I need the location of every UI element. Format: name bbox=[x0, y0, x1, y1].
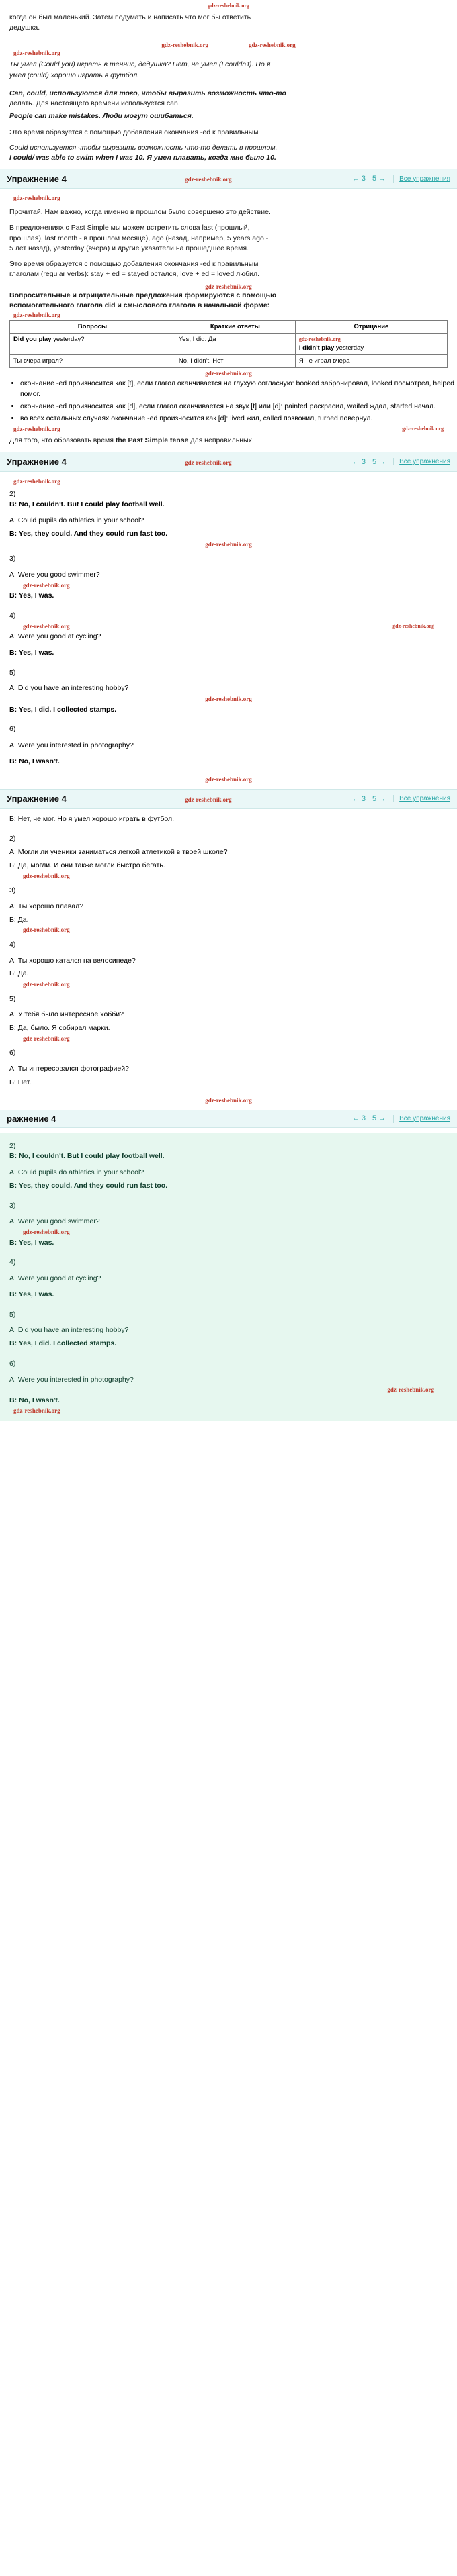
question-line: А: Ты хорошо катался на велосипеде? bbox=[9, 956, 136, 965]
question-line: А: Ты хорошо плавал? bbox=[9, 902, 84, 910]
watermark-row bbox=[0, 425, 457, 433]
answer-number: 5) bbox=[9, 994, 16, 1003]
answer-line: Б: Да. bbox=[9, 915, 29, 924]
watermark: gdz-reshebnik.org bbox=[13, 477, 60, 485]
next-exercise-label: 5 bbox=[372, 1114, 377, 1123]
question-line: A: Did you have an interesting hobby? bbox=[9, 684, 129, 693]
exercise-header-bar-4 bbox=[0, 1110, 457, 1128]
watermark: gdz-reshebnik.org bbox=[208, 3, 249, 9]
next-exercise-label: 5 bbox=[372, 794, 377, 803]
sample-sentence-1: Ты умел (Could you) играть в теннис, дедушка? Нет, не умел (I couldn't). Но я bbox=[9, 60, 271, 69]
col-negation: Отрицание bbox=[295, 320, 447, 333]
exercise-header-bar-2 bbox=[0, 452, 457, 472]
answer-line: Б: Нет, не мог. Но я умел хорошо играть в футбол. bbox=[9, 814, 175, 823]
answer-line: Б: Да, было. Я собирал марки. bbox=[9, 1024, 110, 1033]
watermark-row bbox=[0, 311, 457, 319]
prev-exercise-button[interactable] bbox=[350, 457, 368, 467]
answer-number: 6) bbox=[9, 1359, 16, 1368]
chevron-right-icon: → bbox=[378, 175, 386, 183]
exercise-nav bbox=[350, 1114, 450, 1123]
task-line-1: Прочитай. Нам важно, когда именно в прошлом было совершено это действие. bbox=[9, 208, 271, 217]
watermark-row bbox=[0, 775, 457, 783]
answer-line: B: No, I wasn't. bbox=[9, 757, 60, 765]
answers-russian bbox=[0, 814, 457, 1088]
watermark: gdz-reshebnik.org bbox=[185, 176, 232, 183]
answer-line: B: Yes, I was. bbox=[9, 1238, 54, 1247]
exercise-header-bar bbox=[0, 169, 457, 189]
watermark: gdz-reshebnik.org bbox=[205, 775, 252, 783]
rule-example-2: I could/ was able to swim when I was 10. Я умел плавать, когда мне было 10. bbox=[9, 153, 276, 162]
chevron-right-icon: → bbox=[378, 794, 386, 803]
question-line: A: Could pupils do athletics in your school? bbox=[9, 516, 144, 525]
rule-line-2: делать. Для настоящего времени используется can. bbox=[9, 99, 180, 108]
answer-number: 4) bbox=[9, 940, 16, 949]
negation-rest: yesterday bbox=[334, 344, 364, 352]
watermark-row bbox=[0, 369, 457, 377]
question-line: A: Did you have an interesting hobby? bbox=[9, 1326, 129, 1335]
rule-emphasis: Can, could, используются для того, чтобы выразить возможность что-то bbox=[9, 89, 286, 97]
watermark-row bbox=[0, 1096, 457, 1104]
intro-line-1: когда он был маленький. Затем подумать и написать что мог бы ответить bbox=[9, 13, 251, 21]
rule-line-4: Could используется чтобы выразить возможность что-то делать в прошлом. bbox=[9, 143, 278, 152]
watermark-row bbox=[0, 1406, 457, 1415]
rule-line-1 bbox=[0, 89, 457, 99]
exercise-header-bar-3 bbox=[0, 789, 457, 809]
rule-example-1: People can make mistakes. Люди могут ошибаться. bbox=[9, 112, 194, 121]
next-exercise-button[interactable] bbox=[370, 174, 388, 183]
page-title: ражнение 4 bbox=[7, 1113, 56, 1124]
answer-number: 2) bbox=[9, 489, 16, 498]
answer-line: B: Yes, I did. I collected stamps. bbox=[9, 1339, 117, 1348]
chevron-left-icon: ← bbox=[351, 1114, 360, 1123]
watermark-row bbox=[0, 477, 457, 485]
col-short-answers: Краткие ответы bbox=[175, 320, 295, 333]
answer-number: 6) bbox=[9, 725, 16, 734]
exercise-nav bbox=[350, 794, 450, 804]
answer-number: 3) bbox=[9, 886, 16, 895]
watermark-row bbox=[9, 694, 448, 705]
watermark: gdz-reshebnik.org bbox=[23, 622, 70, 630]
list-item: • окончание -ed произносится как [t], если глагол оканчивается на глухую согласную: booked забронировал, looked посмотрел, helped помог. bbox=[20, 379, 457, 400]
all-exercises-link[interactable]: Все упражнения bbox=[393, 175, 450, 183]
watermark: gdz-reshebnik.org bbox=[298, 336, 341, 343]
cell-short-answer-no: No, I didn't. Нет bbox=[175, 354, 295, 367]
answer-line: B: Yes, I was. bbox=[9, 591, 54, 600]
answer-number: 2) bbox=[9, 834, 16, 843]
next-exercise-button[interactable] bbox=[370, 1114, 388, 1123]
closing-line: Для того, что образовать время the Past Simple tense для неправильных bbox=[9, 436, 252, 445]
exercise-nav bbox=[350, 174, 450, 183]
answer-number: 5) bbox=[9, 668, 16, 677]
answer-number: 3) bbox=[9, 1201, 16, 1210]
question-line: A: Were you good at cycling? bbox=[9, 632, 101, 641]
task-line-6: глаголам (regular verbs): stay + ed = stayed остался, love + ed = loved любил. bbox=[9, 270, 260, 279]
next-exercise-label: 5 bbox=[372, 457, 377, 466]
watermark-row bbox=[0, 283, 457, 291]
rule-line-3: Это время образуется с помощью добавления окончания -ed к правильным bbox=[9, 128, 259, 136]
question-rest: yesterday? bbox=[51, 336, 85, 344]
answer-number: 3) bbox=[9, 555, 16, 563]
watermark-row bbox=[0, 41, 457, 49]
all-exercises-link[interactable]: Все упражнения bbox=[393, 458, 450, 465]
watermark: gdz-reshebnik.org bbox=[23, 1035, 70, 1042]
all-exercises-link[interactable]: Все упражнения bbox=[393, 795, 450, 802]
answer-line: B: No, I couldn't. But I could play football well. bbox=[9, 1152, 165, 1161]
watermark: gdz-reshebnik.org bbox=[205, 696, 252, 703]
question-line: A: Were you interested in photography? bbox=[9, 1375, 134, 1384]
question-line: A: Were you good at cycling? bbox=[9, 1274, 101, 1283]
watermark-row bbox=[9, 980, 448, 990]
watermark: gdz-reshebnik.org bbox=[23, 981, 70, 988]
short-answer-yes: Yes, I did. Да bbox=[178, 336, 216, 344]
watermark: gdz-reshebnik.org bbox=[13, 195, 60, 202]
prev-exercise-button[interactable] bbox=[350, 794, 368, 804]
negation-verb: I didn't play bbox=[298, 344, 335, 352]
table-row bbox=[10, 354, 448, 367]
watermark-row bbox=[9, 622, 448, 632]
cell-negation bbox=[295, 334, 447, 355]
question-line: А: У тебя было интересное хобби? bbox=[9, 1010, 124, 1019]
chevron-left-icon: ← bbox=[351, 457, 360, 466]
question-line: А: Ты интересовался фотографией? bbox=[9, 1065, 129, 1074]
intro-line-2: дедушка. bbox=[9, 23, 40, 32]
question-line: A: Could pupils do athletics in your school? bbox=[9, 1168, 144, 1177]
grammar-table bbox=[9, 320, 448, 368]
task-line-4: 5 лет назад), yesterday (вчера) и другие указатели на прошедшее время. bbox=[9, 244, 249, 252]
top-watermark-row bbox=[0, 0, 457, 13]
prev-exercise-label: 3 bbox=[361, 457, 366, 466]
answers-english bbox=[0, 489, 457, 767]
exercise-nav bbox=[350, 457, 450, 467]
page-title: Упражнение 4 bbox=[7, 794, 67, 804]
watermark: gdz-reshebnik.org bbox=[402, 426, 444, 432]
answer-number: 4) bbox=[9, 611, 16, 620]
watermark: gdz-reshebnik.org bbox=[13, 426, 60, 433]
cell-question bbox=[10, 334, 175, 355]
task-line-8: вспомогательного глагола did и смыслового глагола в начальной форме: bbox=[9, 301, 270, 309]
cell-question-ru: Ты вчера играл? bbox=[10, 354, 175, 367]
watermark: gdz-reshebnik.org bbox=[205, 540, 252, 548]
watermark: gdz-reshebnik.org bbox=[13, 311, 60, 318]
pronunciation-rules-list bbox=[0, 379, 457, 424]
sample-sentence-2: умел (could) хорошо играть в футбол. bbox=[9, 70, 140, 79]
answer-number: 6) bbox=[9, 1049, 16, 1057]
watermark: gdz-reshebnik.org bbox=[387, 1386, 434, 1394]
watermark: gdz-reshebnik.org bbox=[23, 926, 70, 934]
chevron-right-icon: → bbox=[378, 1114, 386, 1123]
watermark: gdz-reshebnik.org bbox=[205, 283, 252, 290]
watermark: gdz-reshebnik.org bbox=[23, 1229, 70, 1236]
watermark-row bbox=[9, 1385, 448, 1396]
prev-exercise-label: 3 bbox=[361, 175, 366, 183]
watermark: gdz-reshebnik.org bbox=[205, 1096, 252, 1104]
col-questions: Вопросы bbox=[10, 320, 175, 333]
next-exercise-button[interactable] bbox=[370, 794, 388, 804]
watermark: gdz-reshebnik.org bbox=[185, 796, 232, 803]
question-line: A: Were you interested in photography? bbox=[9, 741, 134, 750]
watermark-row bbox=[0, 194, 457, 202]
answer-line: B: No, I couldn't. But I could play football well. bbox=[9, 500, 165, 509]
answer-line: B: Yes, I did. I collected stamps. bbox=[9, 705, 117, 714]
watermark: gdz-reshebnik.org bbox=[392, 622, 434, 629]
prev-exercise-button[interactable] bbox=[350, 174, 368, 183]
page-title: Упражнение 4 bbox=[7, 457, 67, 467]
answer-line: B: Yes, they could. And they could run fast too. bbox=[9, 529, 168, 538]
watermark: gdz-reshebnik.org bbox=[249, 42, 296, 49]
chevron-right-icon: → bbox=[378, 457, 386, 466]
watermark-row bbox=[9, 1227, 448, 1238]
question-line: A: Were you good swimmer? bbox=[9, 1217, 100, 1226]
task-line-2: В предложениях с Past Simple мы можем встретить слова last (прошлый, bbox=[9, 224, 250, 232]
watermark: gdz-reshebnik.org bbox=[13, 1406, 60, 1414]
answer-number: 2) bbox=[9, 1141, 16, 1150]
answer-line: Б: Да, могли. И они также могли быстро бегать. bbox=[9, 861, 165, 869]
cell-short-answer bbox=[175, 334, 295, 355]
watermark: gdz-reshebnik.org bbox=[185, 459, 232, 466]
task-line-3: прошлая), last month - в прошлом месяце), ago (назад, например, 5 years ago - bbox=[9, 234, 269, 242]
watermark: gdz-reshebnik.org bbox=[205, 370, 252, 377]
watermark-row bbox=[9, 925, 448, 936]
question-line: A: Were you good swimmer? bbox=[9, 570, 100, 579]
answer-line: B: Yes, they could. And they could run fast too. bbox=[9, 1181, 168, 1190]
watermark-row bbox=[9, 1034, 448, 1045]
watermark-row bbox=[9, 871, 448, 882]
next-exercise-label: 5 bbox=[372, 175, 377, 183]
answers-english-highlighted bbox=[0, 1133, 457, 1421]
watermark: gdz-reshebnik.org bbox=[13, 50, 60, 57]
answer-line: B: No, I wasn't. bbox=[9, 1396, 60, 1404]
list-item: • во всех остальных случаях окончание -ed произносится как [d]: lived жил, called позвонил, turned повернул. bbox=[20, 414, 457, 424]
watermark: gdz-reshebnik.org bbox=[23, 872, 70, 879]
prev-exercise-label: 3 bbox=[361, 794, 366, 803]
next-exercise-button[interactable] bbox=[370, 457, 388, 467]
table-header-row bbox=[10, 320, 448, 333]
watermark-row bbox=[9, 581, 448, 591]
prev-exercise-button[interactable] bbox=[350, 1114, 368, 1123]
prev-exercise-label: 3 bbox=[361, 1114, 366, 1123]
question-line: А: Могли ли ученики заниматься легкой атлетикой в твоей школе? bbox=[9, 848, 228, 857]
list-item: • окончание -ed произносится как [d], если глагол оканчивается на звук [t] или [d]: painted раскрасил, waited ждал, started начал. bbox=[20, 401, 457, 412]
watermark-row bbox=[9, 540, 448, 551]
answer-number: 4) bbox=[9, 1258, 16, 1267]
question-verb: Did you play bbox=[13, 336, 52, 344]
watermark: gdz-reshebnik.org bbox=[23, 581, 70, 589]
all-exercises-link[interactable]: Все упражнения bbox=[393, 1115, 450, 1123]
page-title: Упражнение 4 bbox=[7, 173, 67, 184]
watermark-row bbox=[0, 49, 457, 57]
task-line-7: Вопросительные и отрицательные предложения формируются с помощью bbox=[9, 291, 277, 299]
cell-negation-ru: Я не играл вчера bbox=[295, 354, 447, 367]
answer-number: 5) bbox=[9, 1310, 16, 1319]
chevron-left-icon: ← bbox=[351, 175, 360, 183]
watermark: gdz-reshebnik.org bbox=[161, 42, 208, 49]
task-line-5: Это время образуется с помощью добавления окончания -ed к правильным bbox=[9, 260, 259, 269]
answer-line: Б: Да. bbox=[9, 969, 29, 978]
chevron-left-icon: ← bbox=[351, 794, 360, 803]
answer-line: B: Yes, I was. bbox=[9, 1290, 54, 1298]
answer-line: B: Yes, I was. bbox=[9, 648, 54, 657]
table-row bbox=[10, 334, 448, 355]
answer-line: Б: Нет. bbox=[9, 1078, 32, 1086]
